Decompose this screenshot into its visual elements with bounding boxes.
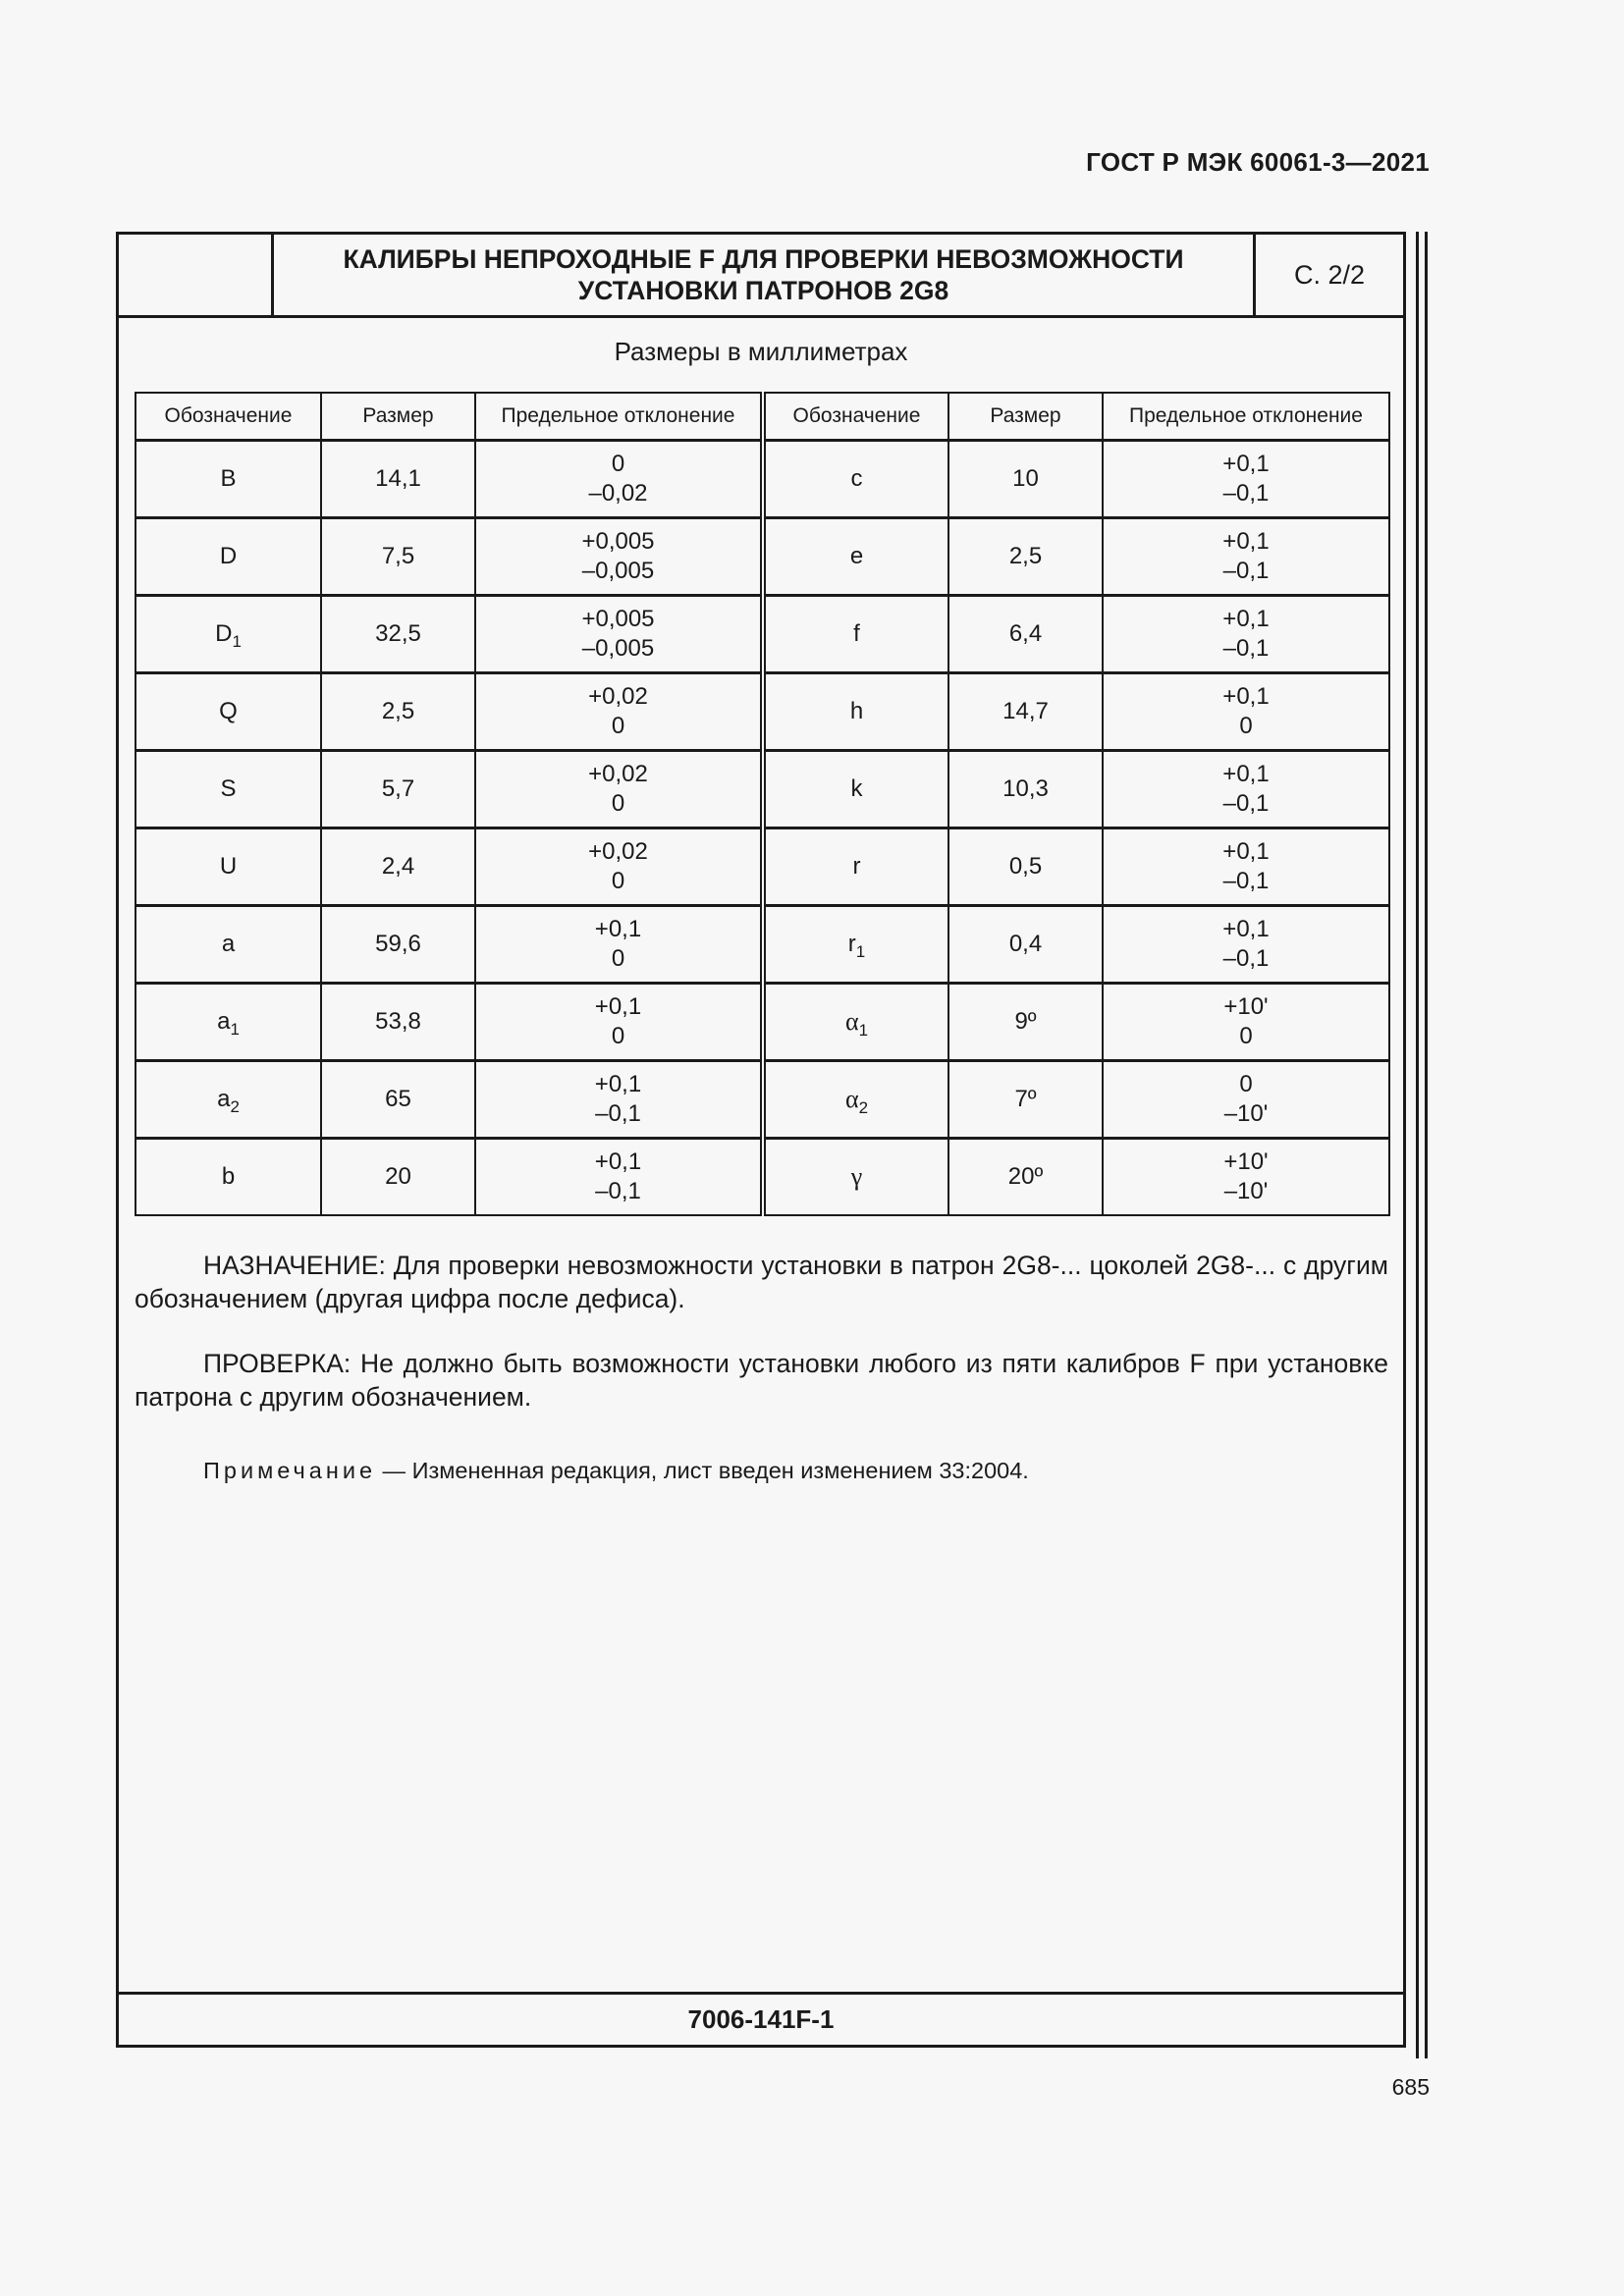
- lower-deviation: 0: [611, 790, 625, 817]
- upper-deviation: +0,1: [1222, 451, 1270, 477]
- lower-deviation: –0,1: [1222, 558, 1270, 584]
- designation-symbol: r: [847, 931, 856, 957]
- designation-cell: [763, 518, 948, 596]
- size-cell: 9º: [948, 984, 1103, 1061]
- designation-cell: [135, 596, 321, 673]
- lower-deviation: 0: [1239, 713, 1253, 739]
- upper-deviation: +0,02: [588, 838, 648, 865]
- size-cell: 65: [321, 1061, 475, 1139]
- tolerance-cell: [1103, 596, 1389, 673]
- page-number: 685: [1391, 2074, 1430, 2100]
- header-size: Размер: [948, 393, 1103, 441]
- header-designation: Обозначение: [763, 393, 948, 441]
- table-row: [135, 828, 1389, 906]
- table-row: [135, 906, 1389, 984]
- table-row: [135, 673, 1389, 751]
- upper-deviation: +0,1: [1222, 761, 1270, 787]
- size-cell: 7º: [948, 1061, 1103, 1139]
- lower-deviation: –10': [1223, 1178, 1269, 1204]
- designation-symbol: f: [853, 620, 860, 647]
- upper-deviation: 0: [611, 451, 625, 477]
- tolerance-cell: [475, 828, 763, 906]
- size-cell: 7,5: [321, 518, 475, 596]
- size-cell: 20: [321, 1139, 475, 1216]
- lower-deviation: –10': [1223, 1100, 1269, 1127]
- size-cell: 5,7: [321, 751, 475, 828]
- designation-cell: [135, 984, 321, 1061]
- size-cell: 0,4: [948, 906, 1103, 984]
- table-row: [135, 1061, 1389, 1139]
- tolerance-cell: [1103, 984, 1389, 1061]
- table-body: [135, 441, 1389, 1216]
- table-row: [135, 1139, 1389, 1216]
- sheet-title-line1: КАЛИБРЫ НЕПРОХОДНЫЕ F ДЛЯ ПРОВЕРКИ НЕВОЗМОЖНОСТИ: [343, 244, 1184, 274]
- tolerance-cell: [1103, 1139, 1389, 1216]
- purpose-paragraph: НАЗНАЧЕНИЕ: Для проверки невозможности установки в патрон 2G8-... цоколей 2G8-... с другим обозначением (другая цифра после дефиса).: [135, 1251, 1388, 1313]
- tolerance-cell: [475, 1061, 763, 1139]
- designation-symbol: γ: [850, 1161, 863, 1191]
- designation-subscript: 2: [230, 1097, 240, 1116]
- designation-symbol: U: [219, 853, 238, 880]
- title-blank-cell: [119, 235, 274, 315]
- designation-symbol: a: [221, 931, 236, 957]
- upper-deviation: +0,005: [581, 606, 655, 632]
- table-header-row: [135, 393, 1389, 441]
- tolerance-cell: [475, 1139, 763, 1216]
- size-cell: 10: [948, 441, 1103, 518]
- units-caption: Размеры в миллиметрах: [614, 337, 908, 366]
- lower-deviation: –0,005: [581, 635, 655, 662]
- note-label: Примечание: [203, 1458, 377, 1483]
- designation-symbol: a: [217, 1008, 231, 1035]
- designation-cell: [763, 828, 948, 906]
- size-cell: 14,1: [321, 441, 475, 518]
- lower-deviation: –0,1: [595, 1178, 641, 1204]
- table-row: [135, 984, 1389, 1061]
- designation-symbol: c: [850, 465, 863, 492]
- designation-cell: [763, 1061, 948, 1139]
- header-size: Размер: [321, 393, 475, 441]
- dimensions-table: [135, 392, 1390, 1216]
- size-cell: 32,5: [321, 596, 475, 673]
- header-tolerance: Предельное отклонение: [475, 393, 763, 441]
- size-cell: 53,8: [321, 984, 475, 1061]
- designation-cell: [135, 751, 321, 828]
- designation-symbol: D: [219, 543, 238, 569]
- lower-deviation: –0,1: [1222, 868, 1270, 894]
- upper-deviation: +0,02: [588, 683, 648, 710]
- lower-deviation: 0: [1239, 1023, 1253, 1049]
- lower-deviation: 0: [611, 1023, 625, 1049]
- tolerance-cell: [1103, 441, 1389, 518]
- lower-deviation: –0,1: [1222, 480, 1270, 507]
- table-row: [135, 596, 1389, 673]
- designation-symbol: α: [844, 1084, 859, 1113]
- designation-symbol: S: [220, 775, 237, 802]
- size-cell: 59,6: [321, 906, 475, 984]
- lower-deviation: –0,1: [1222, 790, 1270, 817]
- tolerance-cell: [1103, 828, 1389, 906]
- upper-deviation: +0,1: [1222, 683, 1270, 710]
- lower-deviation: –0,1: [1222, 635, 1270, 662]
- tolerance-cell: [475, 441, 763, 518]
- standard-code: ГОСТ Р МЭК 60061-3—2021: [1086, 147, 1430, 177]
- designation-cell: [135, 518, 321, 596]
- upper-deviation: +10': [1223, 1148, 1269, 1175]
- tolerance-cell: [1103, 518, 1389, 596]
- lower-deviation: –0,1: [1222, 945, 1270, 972]
- upper-deviation: +0,1: [594, 1148, 642, 1175]
- sheet-title: [274, 235, 1256, 315]
- upper-deviation: +0,1: [1222, 606, 1270, 632]
- lower-deviation: –0,005: [581, 558, 655, 584]
- title-block: [119, 235, 1403, 318]
- sheet-edge-line: [1425, 232, 1428, 2058]
- upper-deviation: +10': [1223, 993, 1269, 1020]
- designation-subscript: 1: [230, 1020, 240, 1039]
- table-row: [135, 518, 1389, 596]
- designation-symbol: D: [215, 620, 233, 647]
- size-cell: 14,7: [948, 673, 1103, 751]
- table-row: [135, 751, 1389, 828]
- lower-deviation: –0,1: [595, 1100, 641, 1127]
- tolerance-cell: [1103, 751, 1389, 828]
- size-cell: 6,4: [948, 596, 1103, 673]
- designation-cell: [763, 673, 948, 751]
- designation-cell: [135, 441, 321, 518]
- size-cell: 2,4: [321, 828, 475, 906]
- check-paragraph: ПРОВЕРКА: Не должно быть возможности установки любого из пяти калибров F при установке патрона с другим обозначением.: [135, 1349, 1388, 1412]
- tolerance-cell: [1103, 1061, 1389, 1139]
- upper-deviation: +0,1: [1222, 916, 1270, 942]
- tolerance-cell: [1103, 673, 1389, 751]
- designation-cell: [763, 596, 948, 673]
- header-tolerance: Предельное отклонение: [1103, 393, 1389, 441]
- designation-symbol: h: [849, 698, 864, 724]
- table-row: [135, 441, 1389, 518]
- tolerance-cell: [1103, 906, 1389, 984]
- lower-deviation: 0: [611, 945, 625, 972]
- designation-cell: [135, 1061, 321, 1139]
- lower-deviation: –0,02: [588, 480, 648, 507]
- designation-subscript: 1: [858, 1020, 869, 1040]
- upper-deviation: +0,1: [594, 916, 642, 942]
- designation-symbol: e: [849, 543, 864, 569]
- designation-symbol: k: [850, 775, 863, 802]
- note: [203, 1458, 1029, 1484]
- size-cell: 0,5: [948, 828, 1103, 906]
- header-designation: Обозначение: [135, 393, 321, 441]
- designation-cell: [763, 984, 948, 1061]
- tolerance-cell: [475, 596, 763, 673]
- designation-symbol: b: [221, 1163, 236, 1190]
- designation-cell: [763, 906, 948, 984]
- designation-cell: [763, 751, 948, 828]
- designation-symbol: r: [852, 853, 861, 880]
- upper-deviation: +0,1: [594, 1071, 642, 1097]
- tolerance-cell: [475, 673, 763, 751]
- designation-cell: [135, 906, 321, 984]
- lower-deviation: 0: [611, 868, 625, 894]
- tolerance-cell: [475, 906, 763, 984]
- designation-symbol: B: [220, 465, 237, 492]
- note-text: — Измененная редакция, лист введен изменением 33:2004.: [376, 1458, 1029, 1483]
- designation-cell: [763, 1139, 948, 1216]
- sheet-number: С. 2/2: [1293, 259, 1366, 290]
- designation-cell: [763, 441, 948, 518]
- sheet-title-line2: УСТАНОВКИ ПАТРОНОВ 2G8: [577, 276, 949, 305]
- designation-cell: [135, 828, 321, 906]
- tolerance-cell: [475, 751, 763, 828]
- upper-deviation: +0,02: [588, 761, 648, 787]
- designation-symbol: a: [217, 1086, 231, 1112]
- designation-subscript: 2: [858, 1097, 869, 1117]
- upper-deviation: +0,1: [1222, 838, 1270, 865]
- sheet-edge-line: [1416, 232, 1419, 2058]
- size-cell: 20º: [948, 1139, 1103, 1216]
- designation-subscript: 1: [232, 632, 242, 651]
- tolerance-cell: [475, 984, 763, 1061]
- drawing-sheet: [116, 232, 1406, 2048]
- designation-symbol: Q: [219, 698, 238, 724]
- lower-deviation: 0: [611, 713, 625, 739]
- upper-deviation: +0,1: [594, 993, 642, 1020]
- size-cell: 2,5: [948, 518, 1103, 596]
- size-cell: 2,5: [321, 673, 475, 751]
- upper-deviation: +0,1: [1222, 528, 1270, 555]
- upper-deviation: 0: [1239, 1071, 1253, 1097]
- tolerance-cell: [475, 518, 763, 596]
- size-cell: 10,3: [948, 751, 1103, 828]
- designation-symbol: α: [844, 1006, 859, 1036]
- designation-cell: [135, 1139, 321, 1216]
- designation-subscript: 1: [855, 942, 866, 961]
- designation-cell: [135, 673, 321, 751]
- upper-deviation: +0,005: [581, 528, 655, 555]
- drawing-number: 7006-141F-1: [119, 1992, 1403, 2045]
